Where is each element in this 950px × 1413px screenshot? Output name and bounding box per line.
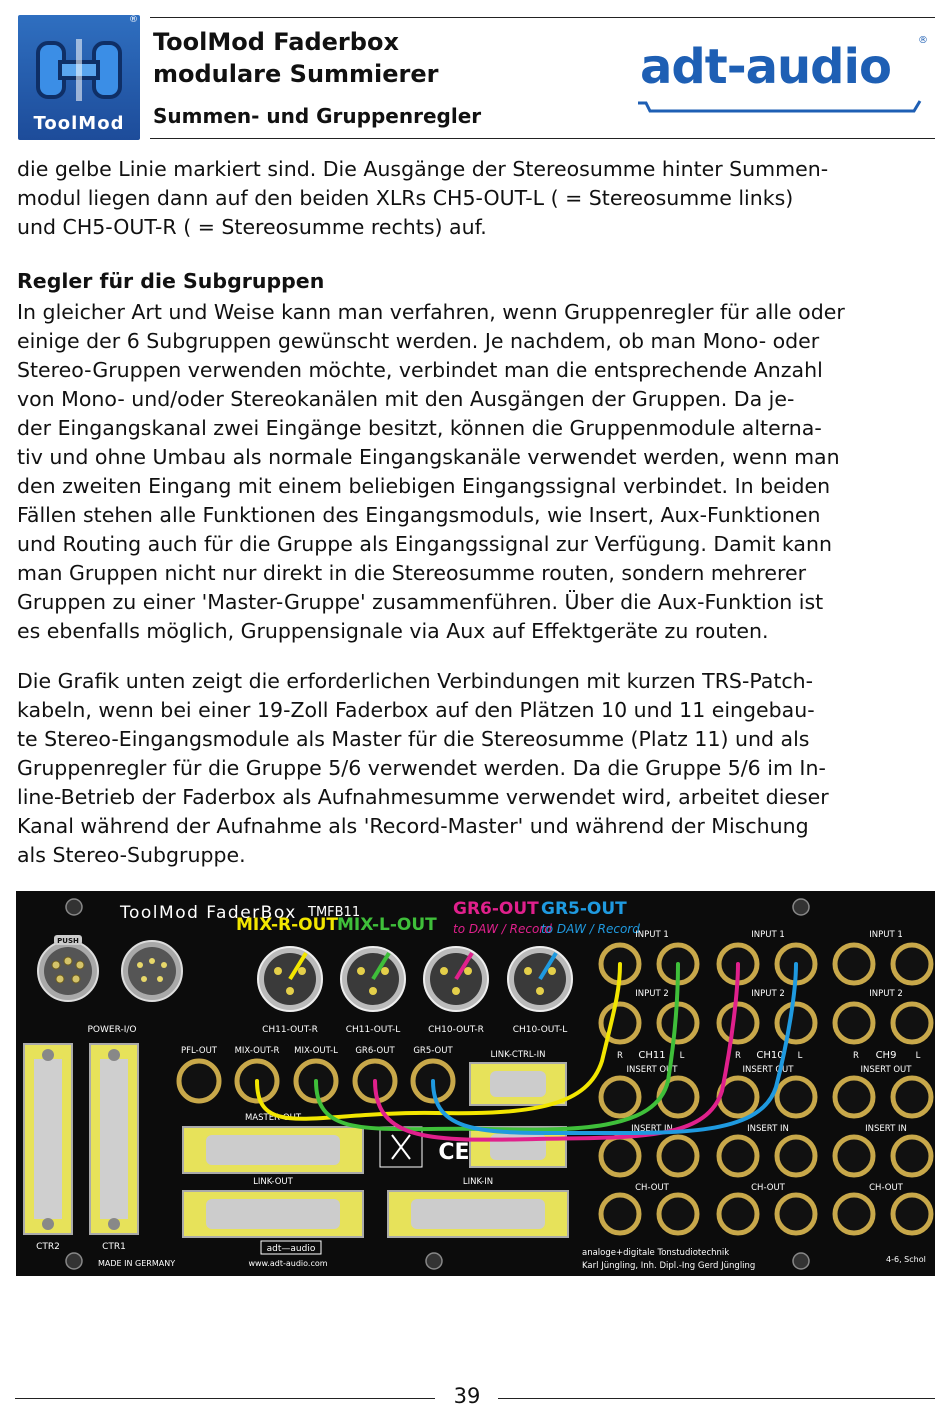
ch-out-label: CH-OUT: [751, 1183, 785, 1193]
brand-registered: ®: [918, 35, 928, 46]
screw-icon: [426, 1253, 442, 1269]
callout-mix-r: MIX-R-OUT: [236, 915, 339, 935]
jack-row: [179, 1046, 566, 1105]
input1-label: INPUT 1: [869, 930, 903, 940]
screw-icon: [66, 1253, 82, 1269]
doc-title: ToolMod Faderbox: [153, 28, 399, 56]
xlr-label: CH11-OUT-R: [262, 1025, 318, 1035]
page-number: 39: [453, 1384, 481, 1408]
insert-out-label: INSERT OUT: [626, 1065, 678, 1075]
text-line: Die Grafik unten zeigt die erforderlichen Verbindungen mit kurzen TRS-Patch-: [17, 669, 814, 693]
text-line: In gleicher Art und Weise kann man verfahren, wenn Gruppenregler für alle oder: [17, 300, 845, 324]
jack-label: PFL-OUT: [180, 1046, 218, 1056]
text-line: Stereo-Gruppen verwenden möchte, verbindet man die entsprechende Anzahl: [17, 358, 823, 382]
logo-word: ToolMod: [33, 113, 125, 134]
doc-title-line2: modulare Summierer: [153, 60, 439, 88]
l-label: L: [679, 1051, 685, 1061]
push-label: PUSH: [57, 937, 79, 945]
header-rule-bottom: [150, 138, 935, 139]
l-label: L: [797, 1051, 803, 1061]
footer-rule-right: [498, 1398, 935, 1399]
text-line: und Routing auch für die Gruppe als Eingangssignal zur Verfügung. Damit kann: [17, 532, 832, 556]
text-line: und CH5-OUT-R ( = Stereosumme rechts) auf.: [17, 215, 487, 239]
insert-out-label: INSERT OUT: [742, 1065, 794, 1075]
xlr-label: CH10-OUT-L: [512, 1025, 568, 1035]
paragraph-graphic: [17, 667, 935, 870]
xlr-outputs: [258, 947, 572, 1035]
panel-drawing: [16, 891, 935, 1276]
registered-mark: ®: [129, 15, 138, 25]
text-line: den zweiten Eingang mit einem beliebigen Eingangssignal verbindet. In beiden: [17, 474, 831, 498]
jack-label: MIX-OUT-R: [234, 1046, 280, 1056]
text-line: die gelbe Linie markiert sind. Die Ausgänge der Stereosumme hinter Summen-: [17, 157, 829, 181]
text-line: man Gruppen nicht nur direkt in die Stereosumme routen, sondern mehrerer: [17, 561, 807, 585]
ctr1-label: CTR1: [102, 1242, 126, 1252]
xlr-label: CH10-OUT-R: [428, 1025, 484, 1035]
insert-out-label: INSERT OUT: [860, 1065, 912, 1075]
text-line: der Eingangskanal zwei Eingänge besitzt, können die Gruppenmodule alterna-: [17, 416, 822, 440]
text-line: als Stereo-Subgruppe.: [17, 843, 246, 867]
power-io-connectors: [38, 935, 182, 1035]
header-rule-top: [150, 17, 935, 18]
text-line: Gruppen zu einer 'Master-Gruppe' zusammenführen. Über die Aux-Funktion ist: [17, 590, 824, 614]
company-line1: analoge+digitale Tonstudiotechnik: [582, 1248, 730, 1258]
r-label: R: [617, 1051, 623, 1061]
insert-in-label: INSERT IN: [631, 1124, 673, 1134]
power-io-label: POWER-I/O: [87, 1025, 137, 1035]
xlr-label: CH11-OUT-L: [345, 1025, 401, 1035]
text-line: tiv und ohne Umbau als normale Eingangskanäle verwendet werden, wenn man: [17, 445, 840, 469]
text-line: einige der 6 Subgruppen gewünscht werden. Je nachdem, ob man Mono- oder: [17, 329, 820, 353]
insert-in-label: INSERT IN: [865, 1124, 907, 1134]
master-out-label: MASTER-OUT: [244, 1113, 302, 1123]
r-label: R: [735, 1051, 741, 1061]
made-in-label: MADE IN GERMANY: [98, 1259, 176, 1268]
screw-icon: [66, 899, 82, 915]
footer-rule-left: [15, 1398, 435, 1399]
link-ctrl-in-label: LINK-CTRL-IN: [490, 1050, 546, 1060]
input2-label: INPUT 2: [635, 989, 669, 999]
faderbox-rear-panel: [16, 891, 935, 1276]
channel-label: CH9: [875, 1050, 897, 1061]
text-line: modul liegen dann auf den beiden XLRs CH5-OUT-L ( = Stereosumme links): [17, 186, 794, 210]
brand-swoosh-icon: [636, 45, 928, 115]
l-label: L: [915, 1051, 921, 1061]
link-out-label: LINK-OUT: [253, 1177, 293, 1187]
ctr2-label: CTR2: [36, 1242, 60, 1252]
input1-label: INPUT 1: [635, 930, 669, 940]
screw-icon: [793, 1253, 809, 1269]
text-line: von Mono- und/oder Stereokanälen mit den Ausgängen der Gruppen. Da je-: [17, 387, 795, 411]
text-line: Kanal während der Aufnahme als 'Record-Master' und während der Mischung: [17, 814, 809, 838]
text-line: te Stereo-Eingangsmodule als Master für die Stereosumme (Platz 11) und als: [17, 727, 810, 751]
callout-mix-l: MIX-L-OUT: [337, 915, 437, 935]
callout-gr5-daw: to DAW / Record: [541, 922, 640, 936]
insert-in-label: INSERT IN: [747, 1124, 789, 1134]
input2-label: INPUT 2: [869, 989, 903, 999]
address-fragment: 4-6, Schol: [886, 1255, 926, 1264]
callout-gr5: GR5-OUT: [541, 899, 627, 919]
ce-mark-icon: CE: [438, 1140, 470, 1165]
jack-label: GR5-OUT: [413, 1046, 453, 1056]
company-line2: Karl Jüngling, Inh. Dipl.-Ing Gerd Jüngling: [582, 1261, 756, 1271]
adt-audio-logo: [636, 35, 928, 115]
ce-weee-marks: [380, 1127, 470, 1167]
ch-out-label: CH-OUT: [869, 1183, 903, 1193]
callout-gr6: GR6-OUT: [453, 899, 539, 919]
callout-gr6-daw: to DAW / Record: [453, 922, 552, 936]
clamp-icon: [30, 35, 128, 105]
input2-label: INPUT 2: [751, 989, 785, 999]
toolmod-logo: [18, 15, 140, 140]
panel-url: www.adt-audio.com: [248, 1259, 328, 1268]
text-line: kabeln, wenn bei einer 19-Zoll Faderbox auf den Plätzen 10 und 11 eingebau-: [17, 698, 815, 722]
text-line: es ebenfalls möglich, Gruppensignale via Aux auf Effektgeräte zu routen.: [17, 619, 769, 643]
section-title: Summen- und Gruppenregler: [153, 104, 482, 128]
text-line: line-Betrieb der Faderbox als Aufnahmesumme verwendet wird, arbeitet dieser: [17, 785, 829, 809]
link-in-label: LINK-IN: [462, 1177, 494, 1187]
screw-icon: [793, 899, 809, 915]
jack-socket-icon: [179, 1061, 219, 1101]
brand-name: adt-audio: [640, 39, 891, 95]
panel-brand-title: ToolMod FaderBox: [120, 903, 297, 923]
input1-label: INPUT 1: [751, 930, 785, 940]
jack-label: MIX-OUT-L: [294, 1046, 338, 1056]
channel-label: CH11: [638, 1050, 666, 1061]
r-label: R: [853, 1051, 859, 1061]
panel-model: TMFB11: [308, 905, 361, 920]
subgroup-heading: Regler für die Subgruppen: [17, 269, 325, 293]
ch-out-label: CH-OUT: [635, 1183, 669, 1193]
jack-label: GR6-OUT: [355, 1046, 395, 1056]
text-line: Fällen stehen alle Funktionen des Eingangsmoduls, wie Insert, Aux-Funktionen: [17, 503, 821, 527]
panel-logo-small: adt—audio: [266, 1244, 316, 1254]
paragraph-subgroups: [17, 298, 935, 646]
channel-label: CH10: [756, 1050, 784, 1061]
text-line: Gruppenregler für die Gruppe 5/6 verwendet werden. Da die Gruppe 5/6 im In-: [17, 756, 826, 780]
paragraph-intro: [17, 155, 935, 242]
